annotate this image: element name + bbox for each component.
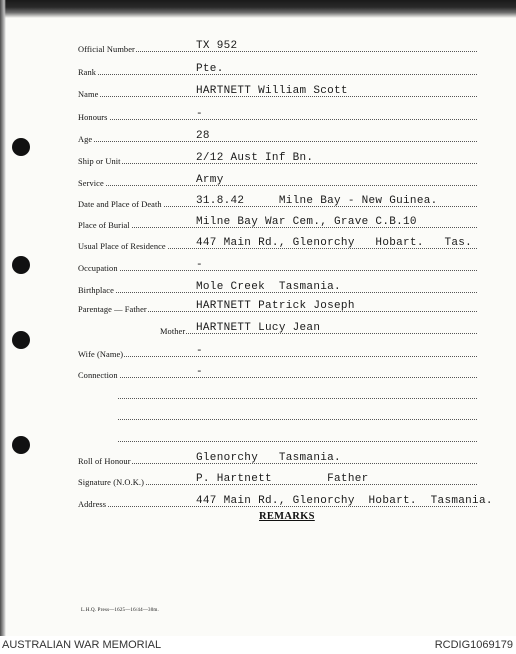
field-label: Place of Burial [78,221,130,230]
field-label: Mother [160,327,186,336]
dotted-leader [78,356,477,357]
dotted-leader [78,74,477,75]
field-value: - [196,259,203,271]
field-label: Service [78,179,104,188]
form-row-name [78,83,498,99]
field-value: 31.8.42 Milne Bay - New Guinea. [196,195,438,207]
field-value: - [196,345,203,357]
field-label: Connection [78,371,118,380]
form-row-blank-3 [78,428,498,444]
form-row-mother [78,320,498,336]
field-value: - [196,366,203,378]
punch-hole [12,331,30,349]
field-label: Age [78,135,93,144]
field-value: Pte. [196,63,224,75]
field-value: 447 Main Rd., Glenorchy Hobart. Tas. [196,237,473,249]
punch-hole [12,256,30,274]
field-label: Address [78,500,107,509]
form-row-ship-or-unit [78,150,498,166]
form-row-usual-residence [78,235,498,251]
form-row-place-of-burial [78,214,498,230]
field-label: Wife (Name) [78,350,124,359]
field-value: HARTNETT Patrick Joseph [196,300,355,312]
field-label: Ship or Unit [78,157,121,166]
dotted-leader [78,185,477,186]
field-value: Milne Bay War Cem., Grave C.B.10 [196,216,417,228]
footer-institution: AUSTRALIAN WAR MEMORIAL [2,639,162,651]
field-label: Birthplace [78,286,114,295]
field-value: Army [196,174,224,186]
field-label: Honours [78,113,108,122]
field-label: Roll of Honour [78,457,131,466]
field-value: Glenorchy Tasmania. [196,452,341,464]
printer-imprint: L.H.Q. Press—1625—16/44—30m. [81,608,159,613]
remarks-heading: REMARKS [259,511,315,522]
form-row-connection [78,364,498,380]
form-row-address [78,493,498,509]
form-row-birthplace [78,279,498,295]
dotted-leader [118,441,477,442]
form-row-roll-of-honour [78,450,498,466]
form-row-blank-1 [78,385,498,401]
field-label: Signature (N.O.K.) [78,478,144,487]
form-row-date-place-death [78,193,498,209]
field-label: Rank [78,68,97,77]
dotted-leader [78,51,477,52]
form-row-age [78,128,498,144]
field-value: 28 [196,130,210,142]
form-row-parentage-father [78,298,498,314]
dotted-leader [118,398,477,399]
footer-record-id: RCDIG1069179 [434,639,513,651]
dotted-leader [78,377,477,378]
field-label: Usual Place of Residence [78,242,166,251]
archive-footer [0,636,516,654]
form-row-official-number [78,38,498,54]
form-row-signature-nok [78,471,498,487]
dotted-leader [78,141,477,142]
field-value: HARTNETT William Scott [196,85,348,97]
field-label: Date and Place of Death [78,200,162,209]
dotted-leader [78,270,477,271]
field-value: - [196,108,203,120]
punch-hole [12,436,30,454]
field-value: P. Hartnett Father [196,473,369,485]
form-row-blank-2 [78,406,498,422]
dotted-leader [78,119,477,120]
punch-hole [12,138,30,156]
field-label: Name [78,90,99,99]
field-label: Official Number [78,45,135,54]
dotted-leader [118,419,477,420]
form-row-service [78,172,498,188]
field-value: HARTNETT Lucy Jean [196,322,321,334]
field-label: Occupation [78,264,118,273]
form-row-rank [78,61,498,77]
field-value: Mole Creek Tasmania. [196,281,341,293]
field-value: 447 Main Rd., Glenorchy Hobart. Tasmania. [196,495,493,507]
form-row-occupation [78,257,498,273]
scan-left-edge [0,0,6,636]
field-value: TX 952 [196,40,238,52]
field-label: Parentage — Father [78,305,147,314]
scan-top-edge [0,0,516,18]
form-row-honours [78,106,498,122]
form-row-wife [78,343,498,359]
field-value: 2/12 Aust Inf Bn. [196,152,314,164]
